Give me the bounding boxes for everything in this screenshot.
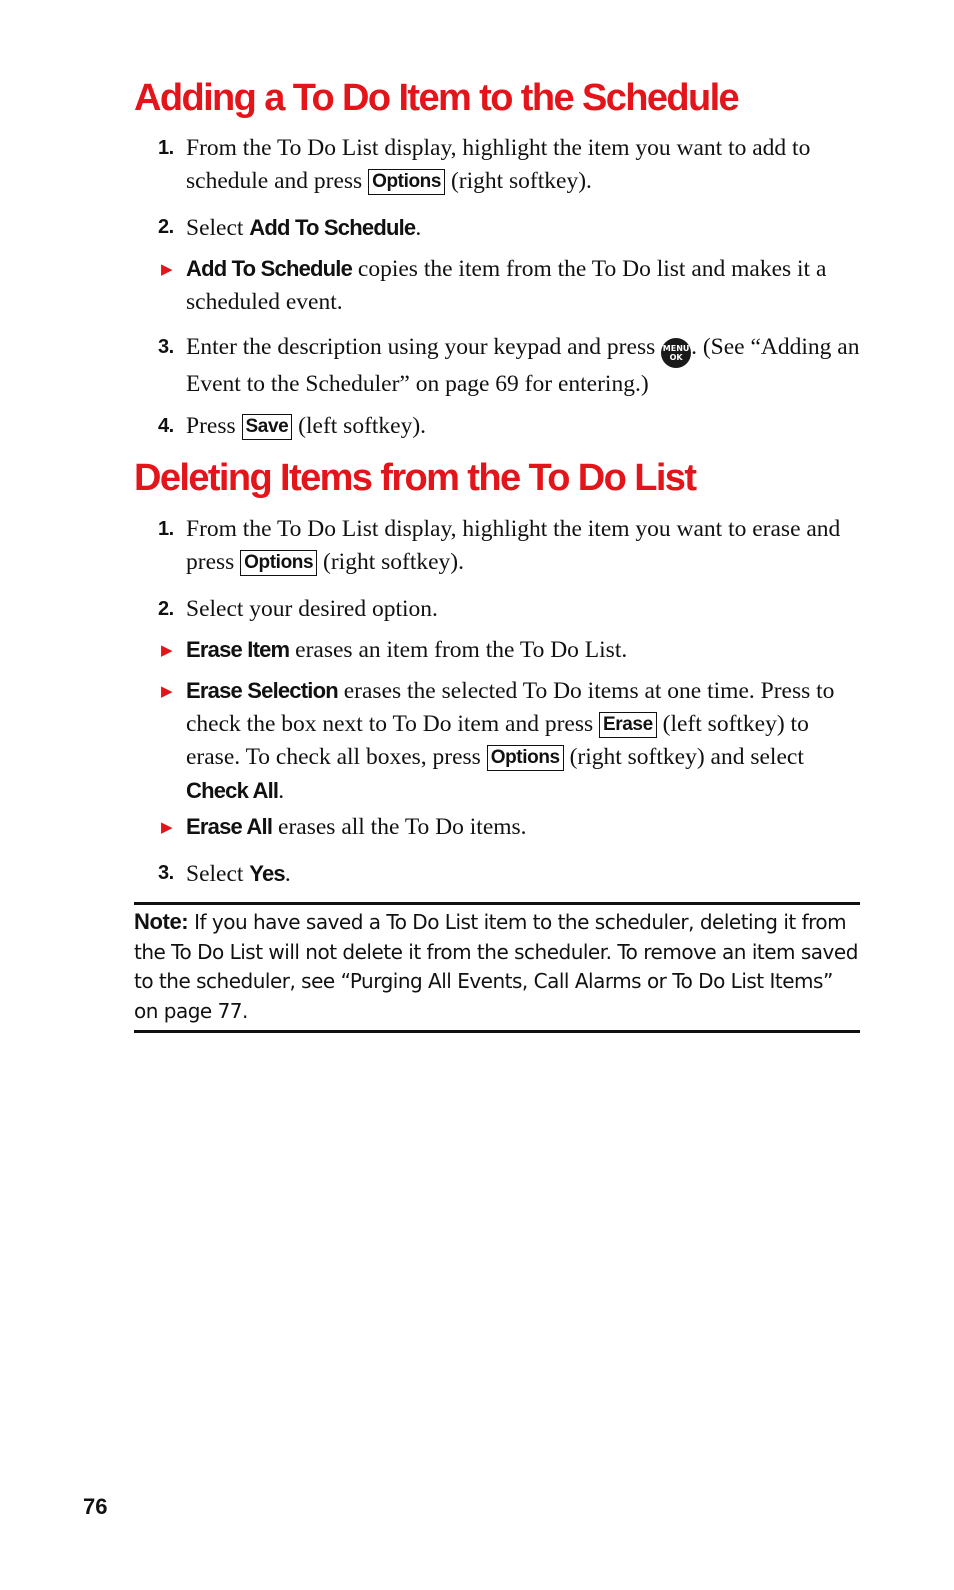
step-text: From the To Do List display, highlight the item you want to add to schedule and press <box>186 135 811 194</box>
note-box <box>134 907 860 1026</box>
step-3 <box>158 331 866 401</box>
options-softkey: Options <box>240 550 317 576</box>
triangle-right-icon: ▶ <box>161 641 173 659</box>
triangle-right-icon: ▶ <box>161 682 173 700</box>
menu-key-top-label: MENU <box>662 344 690 353</box>
bullet-erase-all <box>161 810 866 844</box>
erase-softkey: Erase <box>599 712 657 738</box>
options-softkey: Options <box>487 745 564 771</box>
step-text: Select <box>186 215 250 241</box>
bullet-erase-item <box>161 633 866 667</box>
step-text: . <box>284 861 291 887</box>
step-text: . (See “Adding an Event to the Scheduler” on page 69 for entering.) <box>186 334 860 397</box>
bullet-text: copies the item from the To Do list and makes it a scheduled event. <box>186 256 827 315</box>
bullet-text: (right softkey) and select <box>563 744 804 770</box>
step-text: (right softkey). <box>445 168 592 194</box>
step-3 <box>158 857 866 891</box>
step-text: Enter the description using your keypad and press <box>186 334 662 360</box>
step-text: Select your desired option. <box>186 596 438 622</box>
bullet-text: erases all the To Do items. <box>272 814 527 840</box>
bullet-text: . <box>278 778 285 804</box>
bullet-erase-selection <box>161 674 866 808</box>
step-text: (left softkey). <box>292 413 427 439</box>
bullet-text: erases the selected To Do items at one time. Press to check the box next to To Do item and press <box>186 678 835 737</box>
menu-key-bottom-label: OK <box>669 353 683 362</box>
step-number: 3. <box>158 862 174 884</box>
step-number: 4. <box>158 415 174 437</box>
menu-option-name: Add To Schedule <box>186 256 353 281</box>
step-number: 2. <box>158 216 174 238</box>
menu-option-name: Check All <box>186 778 279 803</box>
menu-option-name: Erase Selection <box>186 678 338 703</box>
bullet-text: erases an item from the To Do List. <box>289 637 628 663</box>
note-text: If you have saved a To Do List item to the scheduler, deleting it from the To Do List will not delete it from the scheduler. To remove an item saved to the scheduler, see “Purging All Events, Call Alarms or To Do List Items” on page 77. <box>134 910 858 1023</box>
menu-option-name: Erase Item <box>186 637 290 662</box>
step-text: . <box>415 215 422 241</box>
triangle-right-icon: ▶ <box>161 260 173 278</box>
step-text: Press <box>186 413 242 439</box>
step-number: 1. <box>158 518 174 540</box>
step-2 <box>158 593 866 626</box>
note-bottom-rule <box>134 1030 860 1033</box>
step-1 <box>158 132 866 198</box>
section-heading-deleting: Deleting Items from the To Do List <box>134 457 696 499</box>
section-heading-adding: Adding a To Do Item to the Schedule <box>134 77 739 119</box>
triangle-right-icon: ▶ <box>161 818 173 836</box>
step-number: 3. <box>158 336 174 358</box>
step-2 <box>158 211 866 245</box>
bullet-text: (left softkey) to erase. To check all boxes, press <box>186 711 809 770</box>
step-1 <box>158 513 866 579</box>
bullet-add-to-schedule <box>161 252 866 319</box>
note-label: Note: <box>134 909 189 934</box>
menu-option-name: Yes <box>249 861 285 886</box>
menu-option-name: Erase All <box>186 814 273 839</box>
menu-option-name: Add To Schedule <box>249 215 416 240</box>
options-softkey: Options <box>368 169 445 195</box>
step-number: 1. <box>158 137 174 159</box>
step-4 <box>158 410 866 443</box>
note-top-rule <box>134 902 860 905</box>
step-text: From the To Do List display, highlight the item you want to erase and press <box>186 516 841 575</box>
step-text: (right softkey). <box>317 549 464 575</box>
menu-ok-key-icon <box>661 338 691 368</box>
save-softkey: Save <box>242 414 293 440</box>
step-number: 2. <box>158 598 174 620</box>
step-text: Select <box>186 861 250 887</box>
page-number: 76 <box>83 1494 108 1519</box>
